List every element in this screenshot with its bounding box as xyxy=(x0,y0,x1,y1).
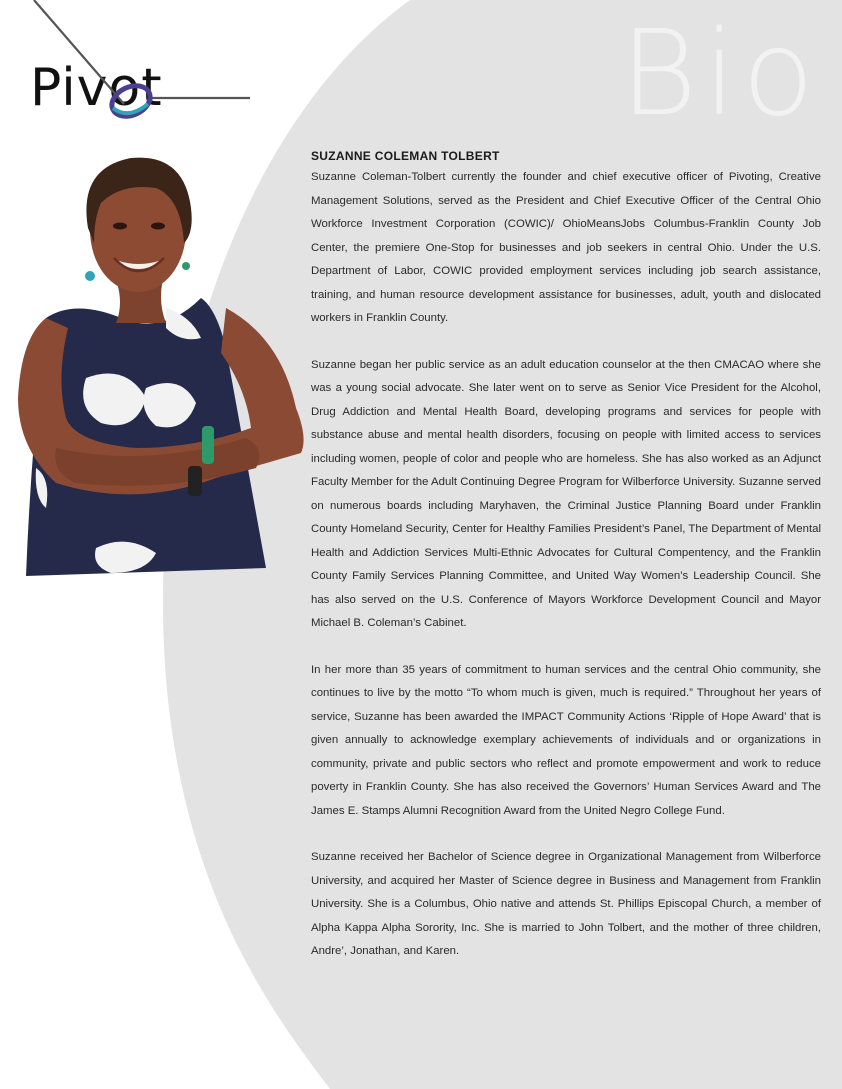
bio-name-heading: SUZANNE COLEMAN TOLBERT xyxy=(311,149,500,163)
bio-content xyxy=(311,146,821,987)
bio-paragraph-1: Suzanne Coleman-Tolbert currently the founder and chief executive officer of Pivoting, Creative Management Solutions, served as the President and Chief Executive Officer of the Central Ohio Workforce Investment Corporation (COWIC)/ OhioMeansJobs Columbus-Franklin County Job Center, the premiere One-Stop for businesses and job seekers in central Ohio. Under the U.S. Department of Labor, COWIC provided employment services including job search assistance, training, and human resource development assistance for businesses, adult, youth and dislocated workers in Franklin County. xyxy=(311,171,821,324)
portrait-photo xyxy=(16,148,308,576)
bio-paragraph-4: Suzanne received her Bachelor of Science degree in Organizational Management from Wilberforce University, and acquired her Master of Science degree in Business and Management from Franklin University. She is a Columbus, Ohio native and attends St. Phillips Episcopal Church, a member of Alpha Kappa Alpha Sorority, Inc. She is married to John Tolbert, and the mother of three children, Andre’, Jonathan, and Karen. xyxy=(311,851,821,957)
bio-paragraph-3: In her more than 35 years of commitment to human services and the central Ohio community, she continues to live by the motto “To whom much is given, much is required.” Throughout her years of service, Suzanne has been awarded the IMPACT Community Actions ‘Ripple of Hope Award’ that is given annually to acknowledge exemplary achievements of individuals and or organizations in community, private and public sectors who reflect and promote empowerment and work to reduce poverty in Franklin County. She has also received the Governors’ Human Services Award and The James E. Stamps Alumni Recognition Award from the United Negro College Fund. xyxy=(311,663,821,817)
logo-mark-lines xyxy=(0,0,260,130)
section-watermark-word: Bio xyxy=(620,4,821,142)
logo-wordmark: Pivot xyxy=(30,58,163,118)
pivot-logo xyxy=(0,0,260,130)
bio-paragraph-2: Suzanne began her public service as an adult education counselor at the then CMACAO where she was a young social advocate. She later went on to serve as Senior Vice President for the Alcohol, Drug Addiction and Mental Health Board, developing programs and services for people with substance abuse and mental health disorders, focusing on people with limited access to services including women, people of color and people who are homeless. She has also worked as an Adjunct Faculty Member for the Adult Continuing Degree Program for Wilberforce University. Suzanne served on numerous boards including Maryhaven, the Criminal Justice Planning Board under Franklin County Homeland Security, Center for Healthy Families President’s Panel, The Department of Mental Health and Addiction Services Multi-Ethnic Advocates for Cultural Compentency, and the Franklin County Family Services Planning Committee, and United Way Women’s Leadership Council. She has also served on the U.S. Conference of Mayors Workforce Development Council and Mayor Michael B. Coleman’s Cabinet. xyxy=(311,358,821,629)
